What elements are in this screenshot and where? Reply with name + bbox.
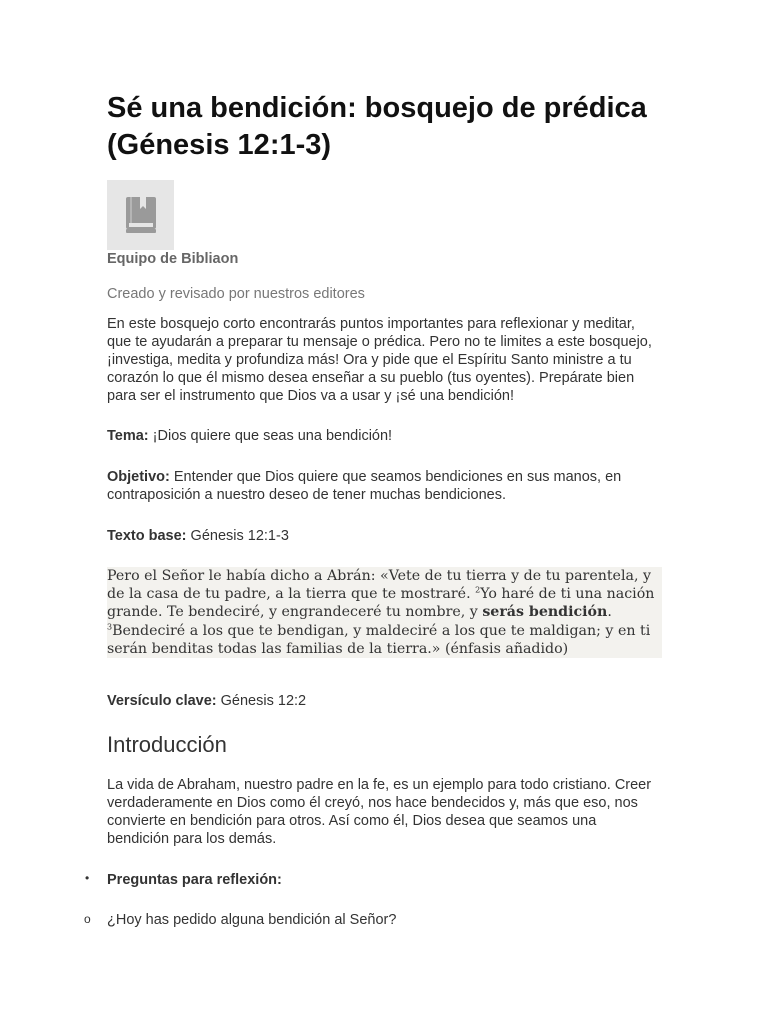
verse-number-3: 3 <box>107 621 113 631</box>
intro-paragraph: En este bosquejo corto encontrarás puntos importantes para reflexionar y meditar, que te ayudarán a preparar tu mensaje o prédica. Pero no te limites a este bosquejo, ¡investiga, medita y profundiza más! Ora y pide que el Espíritu Santo ministre a tu corazón lo que él mismo desea enseñar a su pueblo (tus oyentes). Prepárate bien para ser el instrumento que Dios va a usar y ¡sé una bendición! <box>107 316 652 404</box>
verse-part-1: Pero el Señor le había dicho a Abrán: «Vete de tu tierra y de tu parentela, y de la casa de tu padre, a la tierra que te mostraré. <box>107 568 651 603</box>
versiculo-line <box>107 692 662 710</box>
tema-value: ¡Dios quiere que seas una bendición! <box>148 428 393 444</box>
verse-part-2: Yo haré de ti una nación grande. Te bendeciré, y engrandeceré tu nombre, y <box>107 586 655 621</box>
tema-label: Tema: <box>107 428 149 444</box>
verse-emphasis: serás bendición <box>482 604 608 621</box>
verse-part-3: . <box>607 604 612 621</box>
texto-base-value: Génesis 12:1-3 <box>186 528 289 544</box>
tema-line <box>107 427 662 445</box>
section-paragraph: La vida de Abraham, nuestro padre en la fe, es un ejemplo para todo cristiano. Creer verdaderamente en Dios como él creyó, nos hace bendecidos y, más que eso, nos convierte en bendición para otros. Así como él, Dios desea que seamos una bendición para los demás. <box>107 777 652 847</box>
bullet-marker: • <box>85 871 90 885</box>
texto-base-line <box>107 527 662 545</box>
texto-base-label: Texto base: <box>107 528 187 544</box>
objetivo-line <box>107 468 662 504</box>
bible-quote <box>107 567 662 658</box>
objetivo-value: Entender que Dios quiere que seamos bendiciones en sus manos, en contraposición a nuestro deseo de tener muchas bendiciones. <box>107 469 622 503</box>
objetivo-label: Objetivo: <box>107 469 170 485</box>
author-avatar[interactable] <box>107 180 174 250</box>
book-icon <box>124 195 158 235</box>
author-name[interactable]: Equipo de Bibliaon <box>107 251 239 267</box>
bullet-heading-text: Preguntas para reflexión: <box>107 872 282 888</box>
versiculo-label: Versículo clave: <box>107 693 217 709</box>
page-title: Sé una bendición: bosquejo de prédica (Génesis 12:1-3) <box>107 92 647 161</box>
section-heading: Introducción <box>107 732 227 757</box>
verse-part-4: Bendeciré a los que te bendigan, y maldeciré a los que te maldigan; y en ti serán benditas todas las familias de la tierra.» (énfasis añadido) <box>107 622 651 657</box>
verse-number-2: 2 <box>475 585 481 595</box>
sub-bullet-marker: o <box>84 912 91 926</box>
bullet-heading <box>107 871 662 889</box>
versiculo-value: Génesis 12:2 <box>216 693 307 709</box>
author-byline: Creado y revisado por nuestros editores <box>107 286 365 302</box>
sub-bullet-item: ¿Hoy has pedido alguna bendición al Señor? <box>107 912 397 928</box>
